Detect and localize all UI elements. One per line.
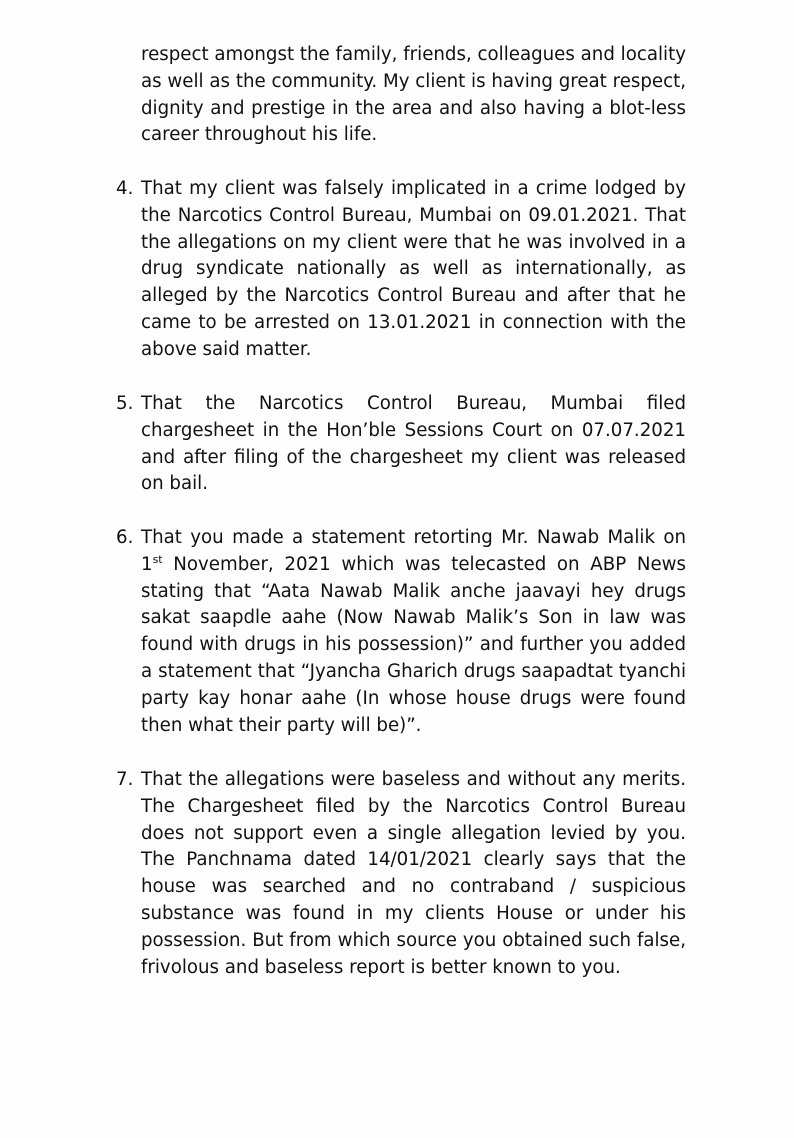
paragraph-number: 5.: [116, 393, 134, 414]
paragraph-text-end: November, 2021 which was telecasted on ABP News stating that “Aata Nawab Malik anche jaavayi hey drugs sakat saapdle aahe (Now Nawab Malik’s Son in law was found with drugs in his possession)” and further you added a statement that “Jyancha Gharich drugs saapadtat tyanchi party kay honar aahe (In whose house drugs were found then what their party will be)”.: [141, 553, 686, 736]
paragraph-text: That the allegations were baseless and without any merits. The Chargesheet filed by the Narcotics Control Bureau does not support even a single allegation levied by you. The Panchnama dated 14/01/2021 clearly says that the house was searched and no contraband / suspicious substance was found in my clients House or under his possession. But from which source you obtained such false, frivolous and baseless report is better known to you.: [141, 769, 686, 978]
paragraph-text: [141, 525, 686, 739]
paragraph-number: 7.: [116, 769, 134, 790]
paragraph-number: 6.: [116, 527, 134, 548]
date-day: 1: [141, 553, 153, 575]
date-ordinal-suffix: st: [152, 552, 163, 566]
paragraph-5: [116, 391, 686, 498]
paragraph-text: That my client was falsely implicated in a crime lodged by the Narcotics Control Bureau, Mumbai on 09.01.2021. That the allegations on my client were that he was involved in a drug syndicate nationally as well as internationally, as alleged by the Narcotics Control Bureau and after that he came to be arrested on 13.01.2021 in connection with the above said matter.: [141, 178, 686, 360]
continuation-paragraph: respect amongst the family, friends, colleagues and locality as well as the community. My client is having great respect, dignity and prestige in the area and also having a blot-less career throughout his life.: [141, 44, 686, 146]
paragraph-text-start: That you made a statement retorting Mr. Nawab Malik on: [141, 527, 686, 548]
paragraph-4: [116, 176, 686, 364]
paragraph-text: That the Narcotics Control Bureau, Mumbai filed chargesheet in the Hon’ble Sessions Court on 07.07.2021 and after filing of the chargesheet my client was released on bail.: [141, 393, 686, 495]
paragraph-number: 4.: [116, 178, 134, 199]
paragraph-6: [116, 525, 686, 739]
paragraph-7: [116, 767, 686, 981]
